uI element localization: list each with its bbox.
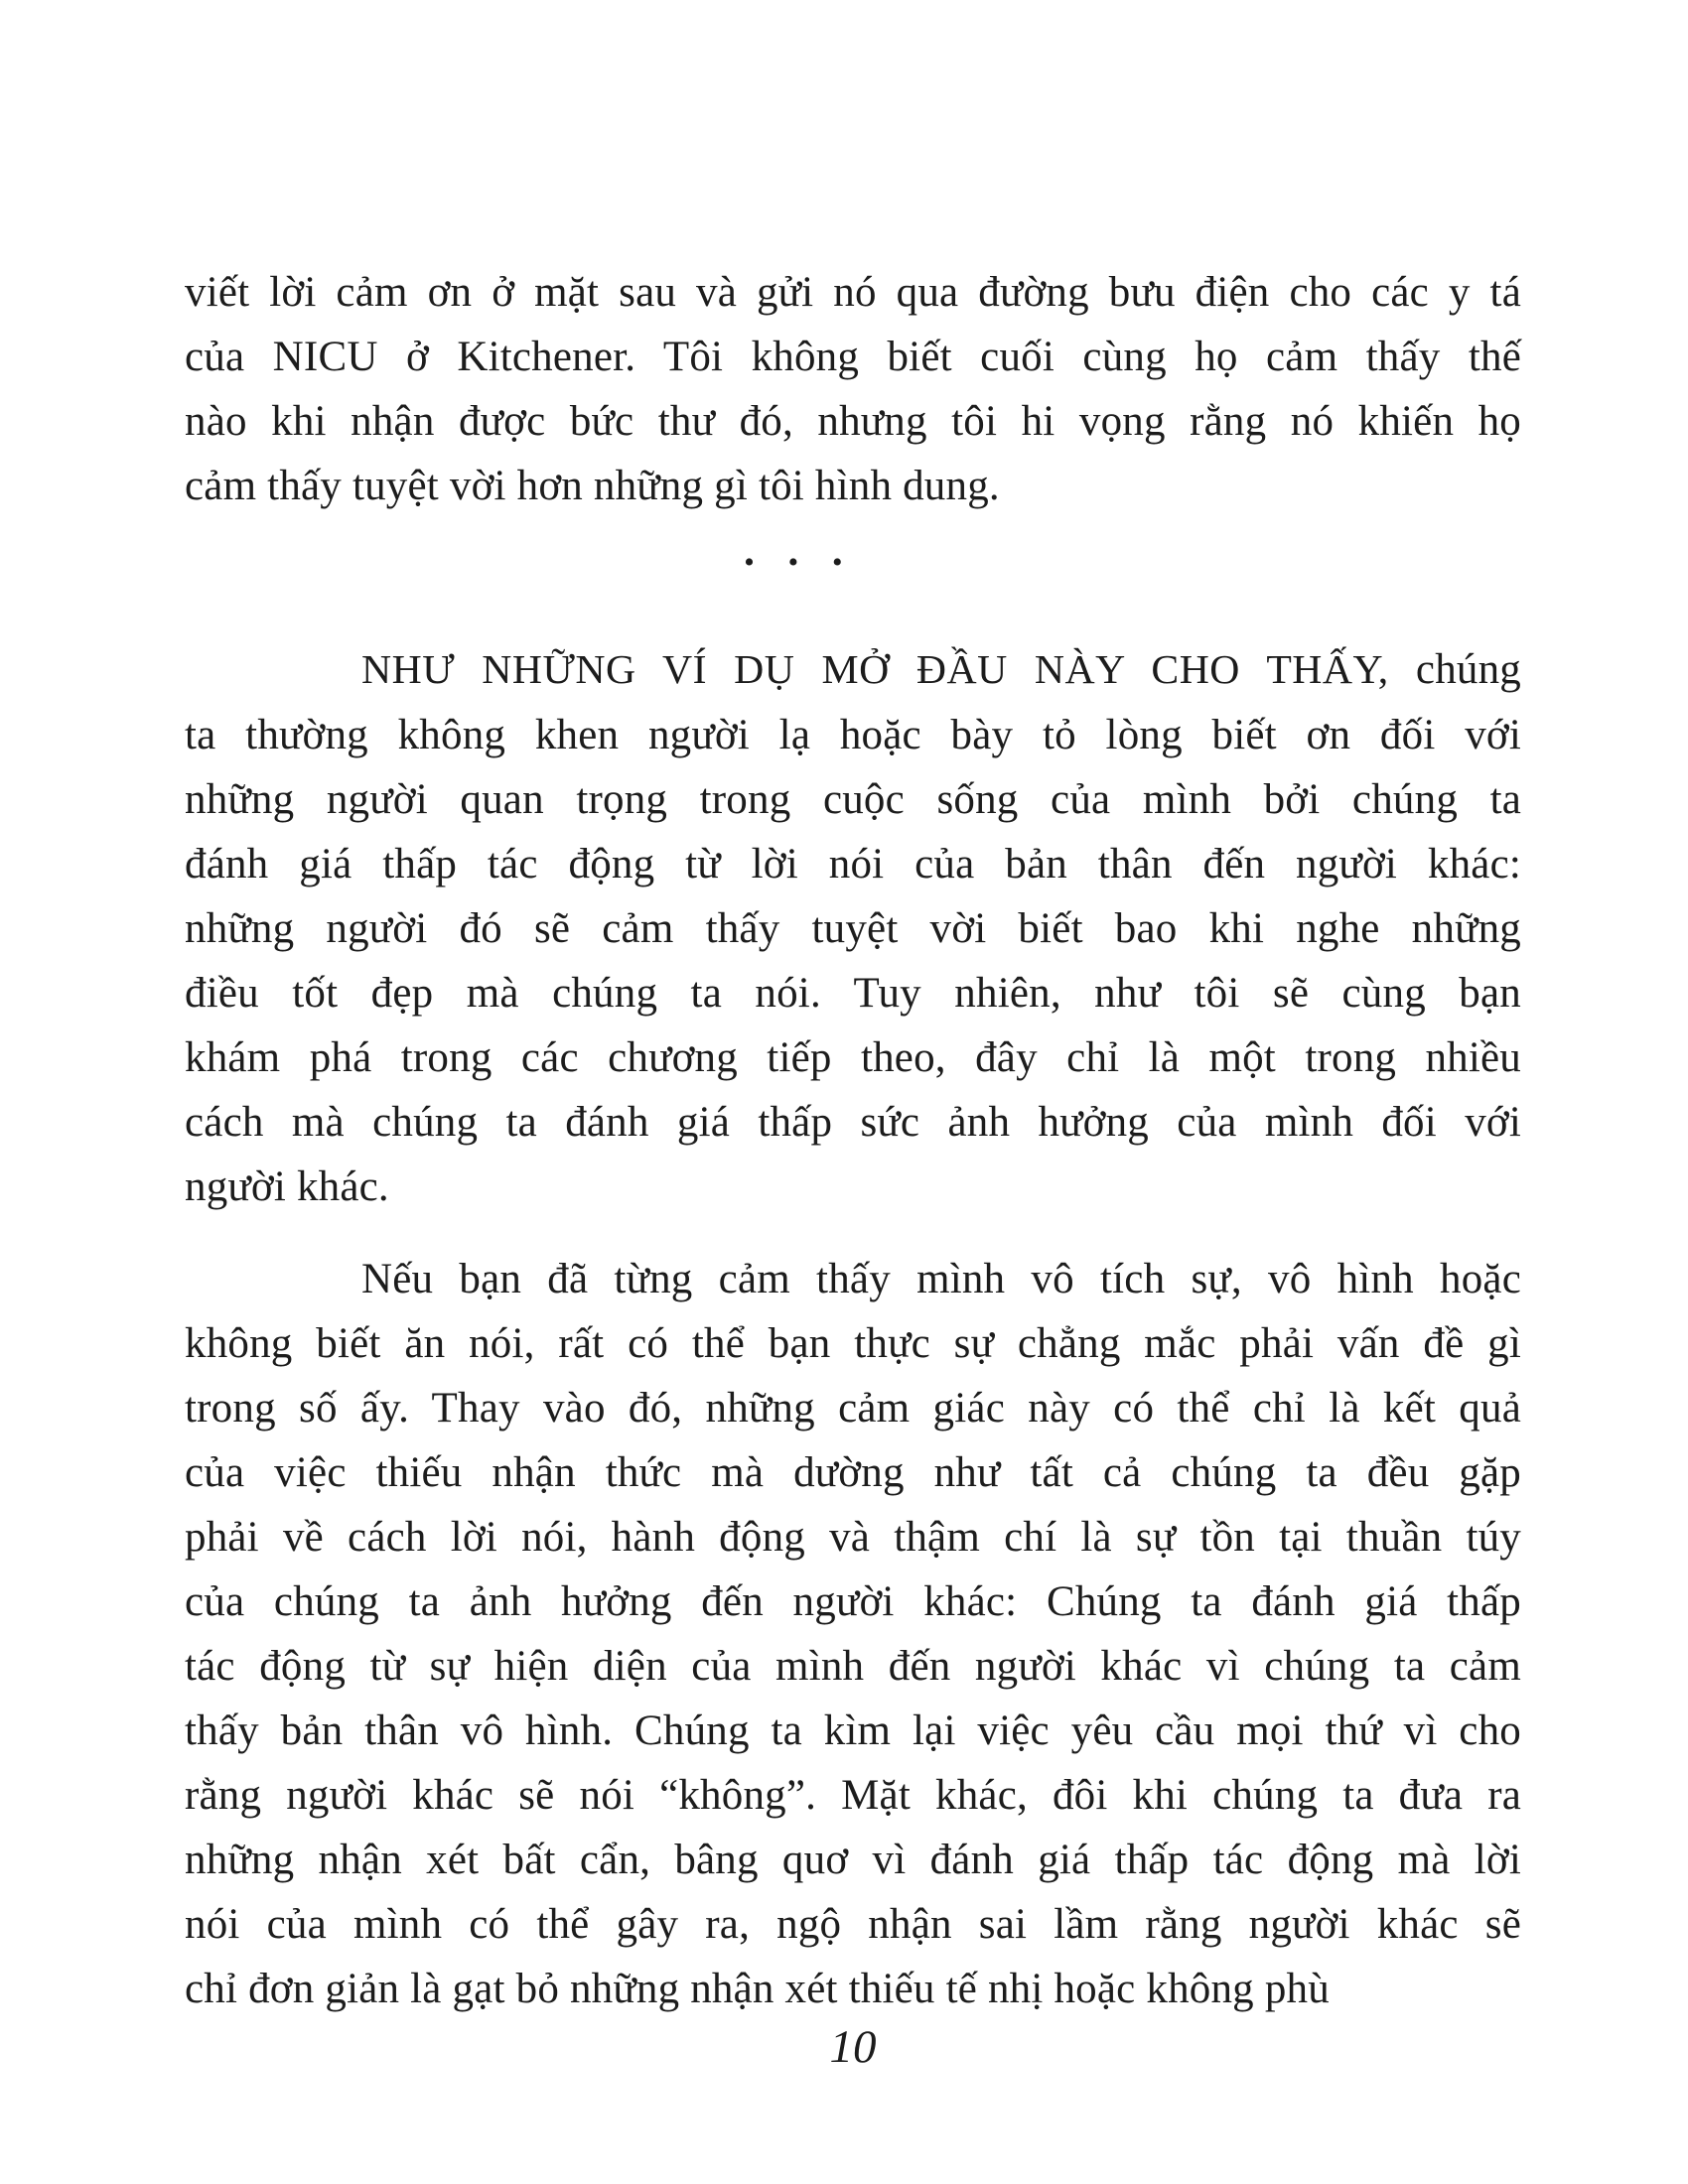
text-line: cách mà chúng ta đánh giá thấp sức ảnh hưởng của mình đối với	[185, 1099, 1521, 1146]
lead-caps-phrase: NHƯ NHỮNG VÍ DỤ MỞ ĐẦU NÀY CHO THẤY,	[361, 647, 1389, 693]
text-line: đánh giá thấp tác động từ lời nói của bản thân đến người khác:	[185, 841, 1521, 887]
text-line: viết lời cảm ơn ở mặt sau và gửi nó qua đường bưu điện cho các y tá	[185, 269, 1521, 316]
text-line: không biết ăn nói, rất có thể bạn thực sự chẳng mắc phải vấn đề gì	[185, 1320, 1521, 1367]
text-line: tác động từ sự hiện diện của mình đến người khác vì chúng ta cảm	[185, 1643, 1521, 1690]
text-line: nói của mình có thể gây ra, ngộ nhận sai lầm rằng người khác sẽ	[185, 1901, 1521, 1948]
text-block	[185, 260, 1521, 2021]
text-line: chỉ đơn giản là gạt bỏ những nhận xét thiếu tế nhị hoặc không phù	[185, 1966, 1330, 2012]
text-line: những người đó sẽ cảm thấy tuyệt vời biết bao khi nghe những	[185, 905, 1521, 952]
text-line: của chúng ta ảnh hưởng đến người khác: Chúng ta đánh giá thấp	[185, 1578, 1521, 1625]
text-line: người khác.	[185, 1163, 389, 1210]
text-line: thấy bản thân vô hình. Chúng ta kìm lại việc yêu cầu mọi thứ vì cho	[185, 1707, 1521, 1754]
text-line: những người quan trọng trong cuộc sống của mình bởi chúng ta	[185, 776, 1521, 823]
text-line: khám phá trong các chương tiếp theo, đây chỉ là một trong nhiều	[185, 1034, 1521, 1081]
text-line: NHƯ NHỮNG VÍ DỤ MỞ ĐẦU NÀY CHO THẤY, chúng	[361, 646, 1521, 693]
paragraph	[185, 260, 1521, 518]
text-line: điều tốt đẹp mà chúng ta nói. Tuy nhiên, như tôi sẽ cùng bạn	[185, 970, 1521, 1017]
section-separator-dots: • • •	[744, 546, 843, 579]
text-line: Nếu bạn đã từng cảm thấy mình vô tích sự, vô hình hoặc	[361, 1256, 1521, 1302]
text-line: rằng người khác sẽ nói “không”. Mặt khác, đôi khi chúng ta đưa ra	[185, 1772, 1521, 1819]
paragraph	[185, 1247, 1521, 2021]
text-line: trong số ấy. Thay vào đó, những cảm giác này có thể chỉ là kết quả	[185, 1385, 1521, 1432]
text-line: nào khi nhận được bức thư đó, nhưng tôi hi vọng rằng nó khiến họ	[185, 398, 1521, 445]
page-number: 10	[829, 2021, 877, 2073]
text-line: phải về cách lời nói, hành động và thậm chí là sự tồn tại thuần túy	[185, 1514, 1521, 1561]
text-line: ta thường không khen người lạ hoặc bày tỏ lòng biết ơn đối với	[185, 712, 1521, 758]
paragraph	[185, 637, 1521, 1219]
text-line: của NICU ở Kitchener. Tôi không biết cuối cùng họ cảm thấy thế	[185, 334, 1521, 380]
text-line: của việc thiếu nhận thức mà dường như tất cả chúng ta đều gặp	[185, 1449, 1521, 1496]
text-line: cảm thấy tuyệt vời hơn những gì tôi hình dung.	[185, 463, 1000, 509]
text-line: những nhận xét bất cẩn, bâng quơ vì đánh giá thấp tác động mà lời	[185, 1837, 1521, 1883]
